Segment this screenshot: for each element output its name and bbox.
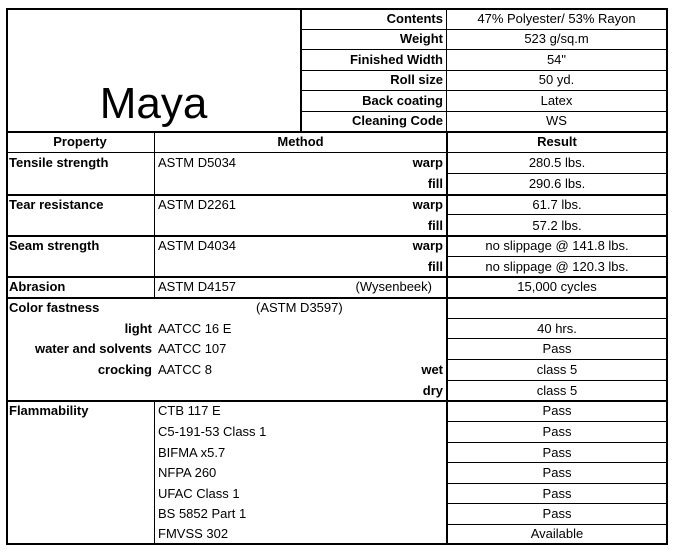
method-label: AATCC 107 (158, 341, 227, 356)
property-label: Tensile strength (9, 155, 109, 170)
spec-label: Cleaning Code (351, 113, 443, 128)
col-divider-property (154, 132, 155, 298)
property-label: Abrasion (9, 279, 66, 294)
result-value: Pass (542, 403, 572, 418)
header-method: Method (277, 134, 324, 149)
result-value: 40 hrs. (537, 321, 577, 336)
method-note: (ASTM D3597) (256, 300, 343, 315)
result-value: Pass (542, 506, 572, 521)
result-value: Pass (542, 465, 572, 480)
qualifier: fill (427, 176, 443, 191)
header-property: Property (53, 134, 107, 149)
method-label: BS 5852 Part 1 (158, 506, 247, 521)
qualifier: fill (427, 259, 443, 274)
header-result: Result (537, 134, 577, 149)
result-value: no slippage @ 120.3 lbs. (485, 259, 629, 274)
result-value: 15,000 cycles (517, 279, 597, 294)
result-value: Available (530, 526, 584, 541)
method-label: UFAC Class 1 (158, 486, 240, 501)
method-label: C5-191-53 Class 1 (158, 424, 267, 439)
spec-label: Roll size (390, 72, 443, 87)
property-label: Flammability (9, 403, 89, 418)
method-label: FMVSS 302 (158, 526, 229, 541)
method-label: ASTM D5034 (158, 155, 237, 170)
result-value: Pass (542, 341, 572, 356)
method-label: ASTM D4034 (158, 238, 237, 253)
method-label: ASTM D4157 (158, 279, 237, 294)
property-label: Seam strength (9, 238, 100, 253)
result-value: 61.7 lbs. (532, 197, 582, 212)
result-value: 57.2 lbs. (532, 218, 582, 233)
method-label: AATCC 16 E (158, 321, 232, 336)
subproperty-label: water and solvents (34, 341, 152, 356)
result-value: class 5 (536, 362, 578, 377)
result-value: Pass (542, 424, 572, 439)
qualifier: warp (412, 197, 443, 212)
spec-value: 47% Polyester/ 53% Rayon (477, 11, 636, 26)
flammability-divider (154, 400, 155, 545)
subproperty-label: crocking (97, 362, 152, 377)
result-value: no slippage @ 141.8 lbs. (485, 238, 629, 253)
qualifier: warp (412, 238, 443, 253)
spec-value: Latex (540, 93, 573, 108)
method-label: ASTM D2261 (158, 197, 237, 212)
qualifier: dry (422, 383, 443, 398)
method-label: BIFMA x5.7 (158, 445, 226, 460)
spec-value: 54" (546, 52, 567, 67)
qualifier: warp (412, 155, 443, 170)
property-label: Color fastness (9, 300, 100, 315)
spec-value: WS (546, 113, 567, 128)
result-value: Pass (542, 486, 572, 501)
subproperty-label: light (124, 321, 152, 336)
qualifier: fill (427, 218, 443, 233)
result-value: 280.5 lbs. (528, 155, 586, 170)
product-name: Maya (99, 79, 208, 128)
spec-value: 523 g/sq.m (524, 31, 589, 46)
method-note: (Wysenbeek) (355, 279, 432, 294)
spec-label: Weight (399, 31, 443, 46)
method-label: AATCC 8 (158, 362, 212, 377)
method-label: CTB 117 E (158, 403, 221, 418)
qualifier: wet (421, 362, 443, 377)
result-value: class 5 (536, 383, 578, 398)
spec-label: Back coating (362, 93, 443, 108)
spec-label: Finished Width (349, 52, 443, 67)
result-value: 290.6 lbs. (528, 176, 586, 191)
property-label: Tear resistance (9, 197, 104, 212)
spec-sheet (6, 8, 668, 545)
spec-label: Contents (386, 11, 443, 26)
spec-value: 50 yd. (538, 72, 575, 87)
method-label: NFPA 260 (158, 465, 217, 480)
result-value: Pass (542, 445, 572, 460)
